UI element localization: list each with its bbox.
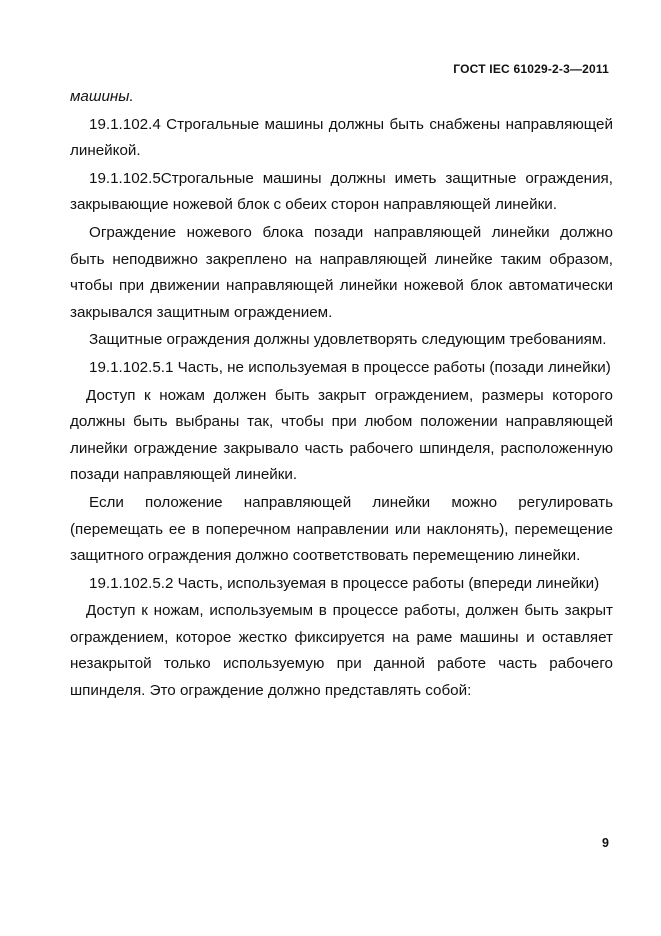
paragraph-19-1-102-5: 19.1.102.5Строгальные машины должны иметь защитные ограждения, закрывающие ножевой блок с обеих сторон направляющей линейки. bbox=[70, 169, 613, 214]
paragraph-19-1-102-5-1: 19.1.102.5.1 Часть, не используемая в процессе работы (позади линейки) bbox=[89, 358, 611, 376]
page-number: 9 bbox=[602, 836, 609, 850]
document-body bbox=[70, 84, 613, 706]
paragraph-fence-adjustment: Если положение направляющей линейки можно регулировать (перемещать ее в поперечном направлении или наклонять), перемещение защитного ограждения должно соответствовать перемещению линейки. bbox=[70, 493, 613, 565]
document-header-code: ГОСТ IEC 61029-2-3—2011 bbox=[453, 62, 609, 76]
paragraph-access-to-knives: Доступ к ножам должен быть закрыт ограждением, размеры которого должны быть выбраны так, чтобы при любом положении направляющей линейки ограждение закрывало часть рабочего шпинделя, расположенную позади направляющей линейки. bbox=[70, 386, 613, 484]
paragraph-guard-requirements: Защитные ограждения должны удовлетворять следующим требованиям. bbox=[89, 331, 607, 349]
paragraph-working-part-guard: Доступ к ножам, используемым в процессе работы, должен быть закрыт ограждением, которое жестко фиксируется на раме машины и оставляет незакрытой только используемую при данной работе часть рабочего шпинделя. Это ограждение должно представлять собой: bbox=[70, 602, 613, 700]
paragraph-19-1-102-5-2: 19.1.102.5.2 Часть, используемая в процессе работы (впереди линейки) bbox=[89, 574, 600, 592]
paragraph-continuation: машины. bbox=[70, 88, 134, 105]
paragraph-guard-behind-fence: Ограждение ножевого блока позади направляющей линейки должно быть неподвижно закреплено на направляющей линейке таким образом, чтобы при движении направляющей линейки ножевой блок автоматически закрывался защитным ограждением. bbox=[70, 223, 613, 321]
paragraph-19-1-102-4: 19.1.102.4 Строгальные машины должны быть снабжены направляющей линейкой. bbox=[70, 115, 613, 160]
